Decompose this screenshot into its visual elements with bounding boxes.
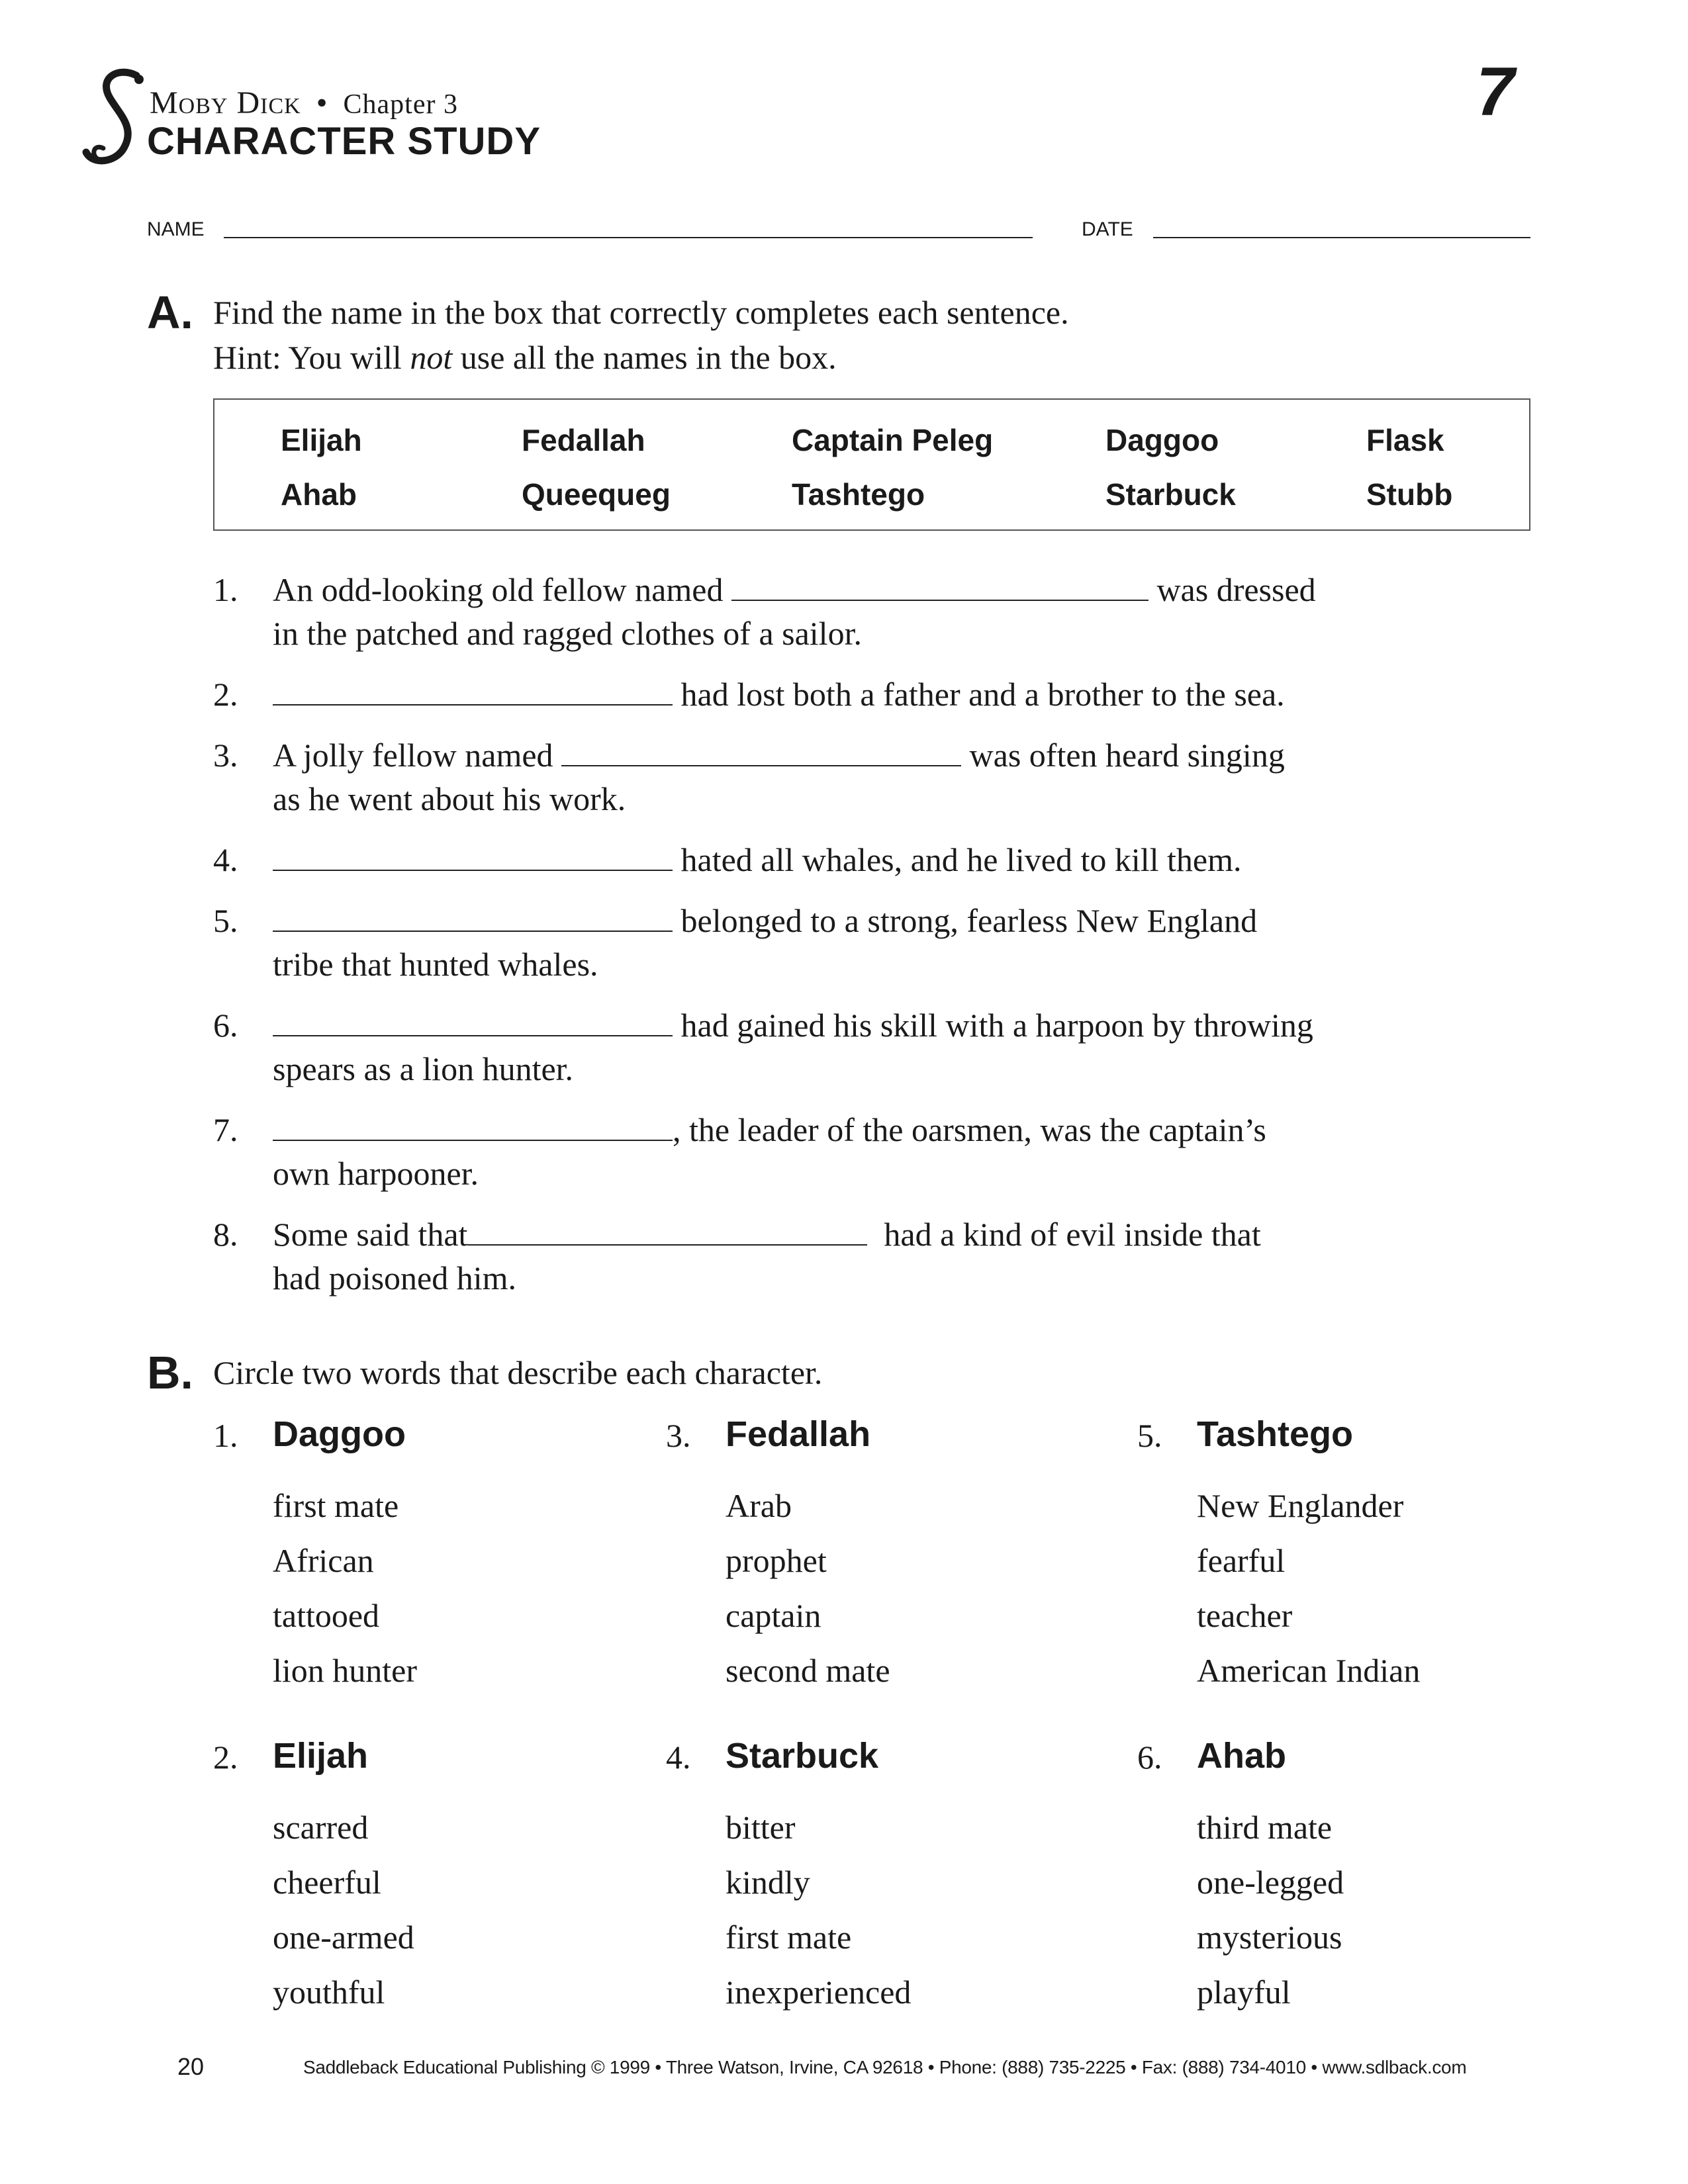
character-options bbox=[726, 1479, 890, 1698]
hint-suffix: use all the names in the box. bbox=[452, 339, 837, 376]
character-number: 1. bbox=[213, 1417, 238, 1454]
section-b-instruction: Circle two words that describe each character. bbox=[213, 1354, 823, 1391]
character-block-6 bbox=[1137, 1736, 1286, 1776]
series-title bbox=[150, 85, 458, 121]
option-word[interactable]: captain bbox=[726, 1597, 821, 1634]
option-word[interactable]: tattooed bbox=[273, 1597, 380, 1634]
question-8 bbox=[273, 1212, 1504, 1300]
question-continuation: tribe that hunted whales. bbox=[273, 946, 598, 983]
saddleback-logo-icon bbox=[78, 66, 151, 172]
option-word[interactable]: first mate bbox=[273, 1487, 399, 1524]
book-title: Moby Dick bbox=[150, 85, 301, 120]
section-a-letter: A. bbox=[147, 287, 193, 338]
question-text: A jolly fellow named bbox=[273, 737, 562, 774]
option-word[interactable]: first mate bbox=[726, 1919, 852, 1956]
option-word[interactable]: prophet bbox=[726, 1542, 827, 1579]
character-block-2 bbox=[213, 1736, 369, 1776]
name-label: NAME bbox=[147, 218, 205, 240]
character-options bbox=[726, 1800, 911, 2020]
character-name: Tashtego bbox=[1197, 1414, 1354, 1454]
question-text: belonged to a strong, fearless New England bbox=[673, 902, 1258, 939]
question-text: had gained his skill with a harpoon by throwing bbox=[673, 1007, 1313, 1044]
option-word[interactable]: third mate bbox=[1197, 1809, 1333, 1846]
section-a-instruction-line: Find the name in the box that correctly completes each sentence. bbox=[213, 294, 1069, 331]
question-7 bbox=[273, 1108, 1504, 1195]
option-word[interactable]: teacher bbox=[1197, 1597, 1293, 1634]
word-box-name: Fedallah bbox=[522, 423, 645, 457]
name-field[interactable] bbox=[224, 237, 1033, 238]
title-separator: • bbox=[316, 85, 328, 120]
option-word[interactable]: kindly bbox=[726, 1864, 810, 1901]
question-number: 3. bbox=[213, 737, 238, 774]
question-text: had a kind of evil inside that bbox=[867, 1216, 1261, 1253]
word-box-name: Starbuck bbox=[1105, 477, 1236, 512]
hint-emphasis: not bbox=[410, 339, 453, 376]
character-number: 5. bbox=[1137, 1417, 1162, 1454]
question-continuation: in the patched and ragged clothes of a sailor. bbox=[273, 615, 862, 652]
option-word[interactable]: Arab bbox=[726, 1487, 792, 1524]
question-3 bbox=[273, 733, 1504, 821]
option-word[interactable]: inexperienced bbox=[726, 1974, 912, 2011]
character-name: Daggoo bbox=[273, 1414, 406, 1454]
option-word[interactable]: fearful bbox=[1197, 1542, 1286, 1579]
word-box-name: Captain Peleg bbox=[792, 423, 994, 457]
question-number: 4. bbox=[213, 841, 238, 878]
hint-prefix: Hint: You will bbox=[213, 339, 410, 376]
worksheet-title: CHARACTER STUDY bbox=[147, 120, 541, 163]
section-a-hint bbox=[213, 335, 1530, 380]
question-text: had lost both a father and a brother to the sea. bbox=[673, 676, 1285, 713]
character-name: Fedallah bbox=[726, 1414, 871, 1454]
question-text: hated all whales, and he lived to kill them. bbox=[673, 841, 1242, 878]
question-text: An odd-looking old fellow named bbox=[273, 571, 731, 608]
character-name: Ahab bbox=[1197, 1736, 1286, 1776]
question-1 bbox=[273, 568, 1504, 655]
option-word[interactable]: one-legged bbox=[1197, 1864, 1344, 1901]
option-word[interactable]: lion hunter bbox=[273, 1652, 418, 1689]
answer-blank[interactable] bbox=[273, 704, 673, 705]
question-6 bbox=[273, 1003, 1504, 1091]
question-4 bbox=[273, 838, 1504, 882]
question-number: 1. bbox=[213, 571, 238, 608]
character-block-1 bbox=[213, 1414, 406, 1455]
answer-blank[interactable] bbox=[561, 765, 961, 766]
section-a-instructions bbox=[213, 290, 1530, 380]
question-text: was dressed bbox=[1148, 571, 1316, 608]
date-field[interactable] bbox=[1153, 237, 1530, 238]
option-word[interactable]: playful bbox=[1197, 1974, 1291, 2011]
question-continuation: spears as a lion hunter. bbox=[273, 1050, 574, 1087]
question-number: 5. bbox=[213, 902, 238, 939]
word-box-name: Flask bbox=[1366, 423, 1444, 457]
question-text: was often heard singing bbox=[961, 737, 1285, 774]
question-number: 7. bbox=[213, 1111, 238, 1148]
character-number: 4. bbox=[666, 1739, 691, 1776]
answer-blank[interactable] bbox=[273, 1140, 673, 1141]
character-block-4 bbox=[666, 1736, 879, 1776]
character-block-3 bbox=[666, 1414, 871, 1455]
question-continuation: as he went about his work. bbox=[273, 780, 626, 817]
character-options bbox=[273, 1479, 417, 1698]
question-text: , the leader of the oarsmen, was the captain’s bbox=[673, 1111, 1266, 1148]
word-box-name: Daggoo bbox=[1105, 423, 1219, 457]
character-options bbox=[273, 1800, 414, 2020]
question-continuation: own harpooner. bbox=[273, 1155, 479, 1192]
character-name: Starbuck bbox=[726, 1736, 879, 1776]
option-word[interactable]: bitter bbox=[726, 1809, 796, 1846]
answer-blank[interactable] bbox=[731, 600, 1149, 601]
character-options bbox=[1197, 1800, 1344, 2020]
question-2 bbox=[273, 672, 1504, 716]
date-label: DATE bbox=[1082, 218, 1133, 240]
answer-blank[interactable] bbox=[273, 931, 673, 932]
character-block-5 bbox=[1137, 1414, 1354, 1455]
character-options bbox=[1197, 1479, 1420, 1698]
option-word[interactable]: mysterious bbox=[1197, 1919, 1342, 1956]
question-5 bbox=[273, 899, 1504, 986]
chapter-label: Chapter 3 bbox=[343, 89, 458, 120]
word-box-name: Queequeg bbox=[522, 477, 671, 512]
option-word[interactable]: youthful bbox=[273, 1974, 385, 2011]
name-word-box bbox=[213, 398, 1530, 531]
option-word[interactable]: scarred bbox=[273, 1809, 369, 1846]
character-number: 3. bbox=[666, 1417, 691, 1454]
answer-blank[interactable] bbox=[467, 1244, 867, 1246]
question-number: 6. bbox=[213, 1007, 238, 1044]
word-box-name: Elijah bbox=[281, 423, 362, 457]
option-word[interactable]: New Englander bbox=[1197, 1487, 1404, 1524]
option-word[interactable]: African bbox=[273, 1542, 374, 1579]
question-continuation: had poisoned him. bbox=[273, 1259, 517, 1297]
question-number: 8. bbox=[213, 1216, 238, 1253]
option-word[interactable]: American Indian bbox=[1197, 1652, 1421, 1689]
word-box-name: Stubb bbox=[1366, 477, 1453, 512]
question-text: Some said that bbox=[273, 1216, 468, 1253]
lesson-number: 7 bbox=[1476, 54, 1515, 130]
option-word[interactable]: second mate bbox=[726, 1652, 890, 1689]
option-word[interactable]: one-armed bbox=[273, 1919, 414, 1956]
answer-blank[interactable] bbox=[273, 1035, 673, 1036]
character-number: 6. bbox=[1137, 1739, 1162, 1776]
word-box-name: Ahab bbox=[281, 477, 357, 512]
option-word[interactable]: cheerful bbox=[273, 1864, 381, 1901]
word-box-name: Tashtego bbox=[792, 477, 925, 512]
page-number: 20 bbox=[177, 2053, 205, 2080]
question-number: 2. bbox=[213, 676, 238, 713]
answer-blank[interactable] bbox=[273, 870, 673, 871]
section-b-letter: B. bbox=[147, 1347, 193, 1398]
publisher-footer: Saddleback Educational Publishing © 1999 • Three Watson, Irvine, CA 92618 • Phone: (888) 735-2225 • Fax: (888) 734-4010 • www.sdlback.com bbox=[303, 2057, 1467, 2077]
character-name: Elijah bbox=[273, 1736, 369, 1776]
character-number: 2. bbox=[213, 1739, 238, 1776]
